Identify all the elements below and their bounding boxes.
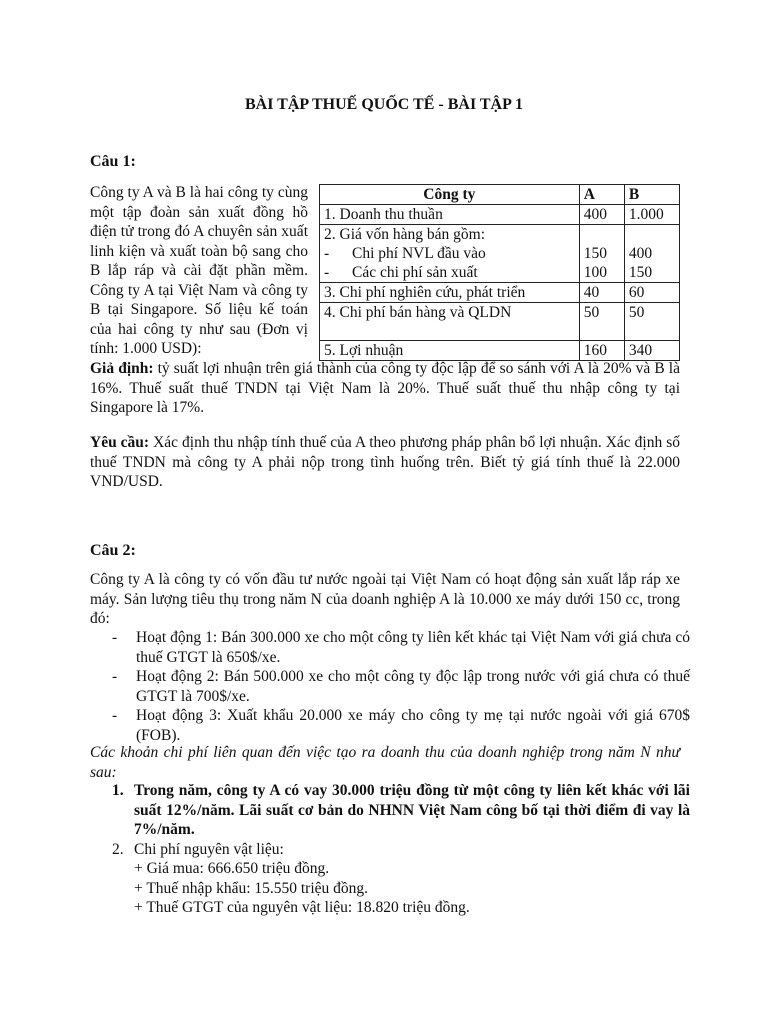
table-cell-label (320, 225, 580, 283)
table-cell-a: 160 (579, 341, 624, 361)
table-cell-b (624, 225, 679, 283)
sub-item: + Thuế GTGT của nguyên vật liệu: 18.820 triệu đồng. (134, 899, 470, 916)
table-cell-b: 60 (624, 283, 679, 303)
table-row (320, 225, 680, 283)
table-header-b: B (624, 185, 679, 205)
table-row (320, 341, 680, 361)
table-cell-b: 1.000 (624, 205, 679, 225)
requirement-paragraph (90, 433, 680, 492)
table-cell-b: 340 (624, 341, 679, 361)
list-item-text: Trong năm, công ty A có vay 30.000 triệu đồng từ một công ty liên kết khác với lãi suất 12%/năm. Lãi suất cơ bản do NHNN Việt Nam công bố tại thời điểm đi vay là 7%/năm. (134, 782, 690, 838)
list-item (90, 667, 690, 706)
table-cell-label: 4. Chi phí bán hàng và QLDN (320, 303, 580, 341)
table-row (320, 283, 680, 303)
table-cell-a (579, 225, 624, 283)
table-row (320, 303, 680, 341)
table-sub-label: Chi phí NVL đầu vào (352, 245, 486, 262)
costs-intro: Các khoản chi phí liên quan đến việc tạo ra doanh thu của doanh nghiệp trong năm N như sau: (90, 744, 680, 781)
list-item-text: Hoạt động 1: Bán 300.000 xe cho một công ty liên kết khác tại Việt Nam với giá chưa có thuế GTGT là 650$/xe. (136, 629, 690, 666)
requirement-label: Yêu cầu: (90, 434, 150, 451)
dash-marker: - (324, 264, 330, 281)
table-header-company: Công ty (320, 185, 580, 205)
table-sub-row (324, 263, 575, 282)
table-cell-group-label: 2. Giá vốn hàng bán gồm: (324, 226, 486, 243)
document-title: BÀI TẬP THUẾ QUỐC TẾ - BÀI TẬP 1 (245, 96, 523, 113)
list-item-text: Hoạt động 2: Bán 500.000 xe cho một công ty độc lập trong nước với giá chưa có thuế GTGT là 700$/xe. (136, 668, 690, 705)
table-cell-value: 150 (628, 264, 653, 281)
sub-item: + Thuế nhập khẩu: 15.550 triệu đồng. (134, 879, 369, 897)
list-item (90, 781, 690, 840)
table-header-row (320, 185, 680, 205)
dash-marker: - (112, 629, 118, 646)
table-row (320, 205, 680, 225)
table-cell-value: 400 (628, 245, 653, 262)
table-cell-a: 50 (579, 303, 624, 341)
question-2-intro: Công ty A là công ty có vốn đầu tư nước ngoài tại Việt Nam có hoạt động sản xuất lắp ráp xe máy. Sản lượng tiêu thụ trong năm N của doanh nghiệp A là 10.000 xe máy dưới 150 cc, trong đó: (90, 571, 680, 627)
list-number: 2. (112, 840, 124, 858)
list-number: 1. (112, 782, 124, 799)
list-item (90, 706, 690, 745)
dash-marker: - (324, 245, 330, 262)
cost-list (90, 781, 690, 918)
assumption-text: tỷ suất lợi nhuận trên giá thành của công ty độc lập để so sánh với A là 20% và B là 16%. Thuế suất thuế TNDN tại Việt Nam là 20%. Thuế suất thuế thu nhập công ty tại Singapore là 17%. (90, 360, 680, 416)
table-cell-label: 5. Lợi nhuận (320, 341, 580, 361)
assumption-paragraph (90, 359, 680, 418)
table-cell-a: 400 (579, 205, 624, 225)
table-cell-label: 1. Doanh thu thuần (320, 205, 580, 225)
activity-list (90, 628, 690, 745)
table-cell-label: 3. Chi phí nghiên cứu, phát triển (320, 283, 580, 303)
question-1-heading: Câu 1: (90, 153, 136, 170)
list-item (90, 840, 690, 860)
list-item-text: Hoạt động 3: Xuất khẩu 20.000 xe máy cho công ty mẹ tại nước ngoài với giá 670$ (FOB). (136, 707, 690, 744)
table-cell-a: 40 (579, 283, 624, 303)
question-2-heading: Câu 2: (90, 542, 136, 559)
assumption-label: Giả định: (90, 360, 154, 377)
table-cell-value: 100 (583, 264, 607, 281)
table-cell-value: 150 (583, 245, 607, 262)
list-item-text: Chi phí nguyên vật liệu: (134, 840, 284, 858)
list-item (90, 628, 690, 667)
dash-marker: - (112, 668, 118, 685)
sub-item: + Giá mua: 666.650 triệu đồng. (134, 860, 330, 877)
table-sub-label: Các chi phí sản xuất (352, 264, 478, 281)
dash-marker: - (112, 707, 118, 724)
table-sub-row (324, 244, 575, 263)
requirement-text: Xác định thu nhập tính thuế của A theo phương pháp phân bổ lợi nhuận. Xác định số thuế TNDN mà công ty A phải nộp trong tình huống trên. Biết tỷ giá tính thuế là 22.000 VND/USD. (90, 434, 680, 490)
sub-item-list (90, 859, 690, 918)
question-1-intro: Công ty A và B là hai công ty cùng một tập đoàn sản xuất đồng hồ điện tử trong đó A chuyên sản xuất linh kiện và xuất toàn bộ sang cho B lắp ráp và cài đặt phần mềm. Công ty A tại Việt Nam và công ty B tại Singapore. Số liệu kế toán của hai công ty như sau (Đơn vị tính: 1.000 USD): (90, 184, 308, 357)
table-cell-b: 50 (624, 303, 679, 341)
accounting-table (319, 184, 680, 361)
table-header-a: A (579, 185, 624, 205)
